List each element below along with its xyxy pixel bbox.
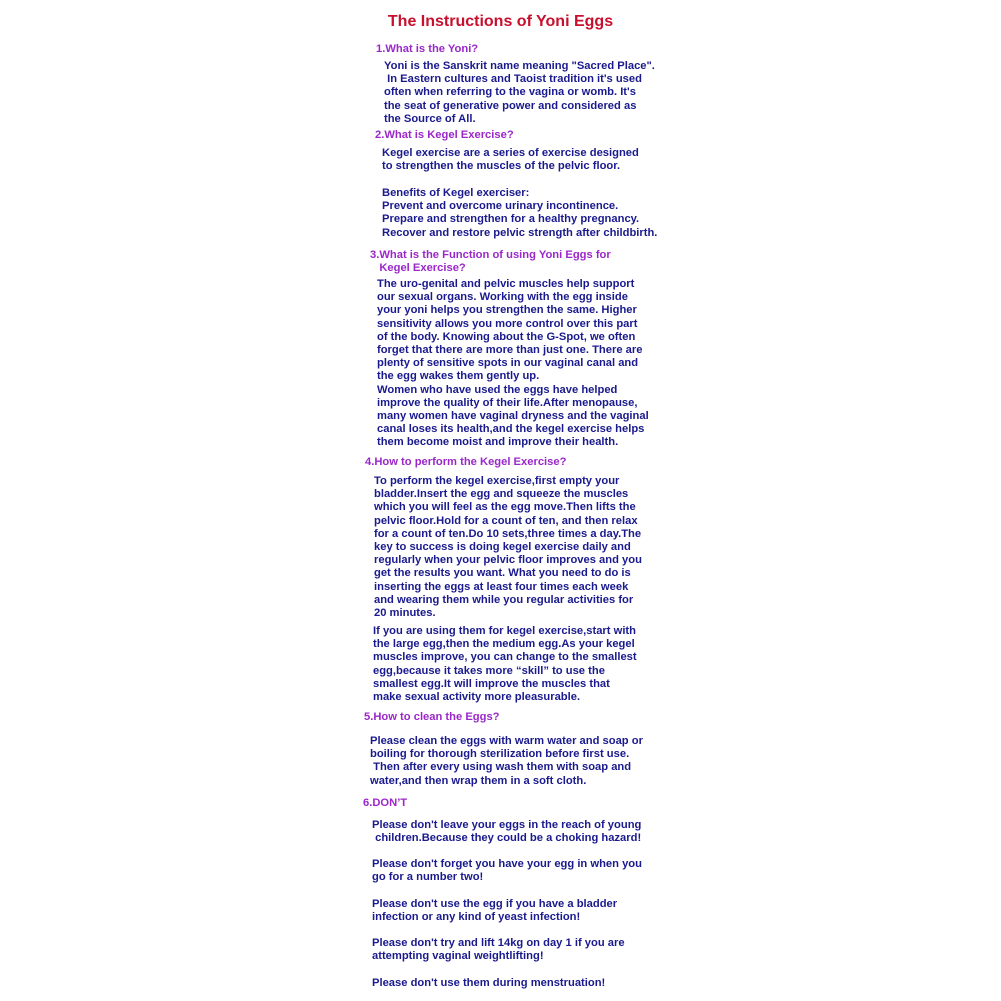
dont-item-3: Please don't use the egg if you have a bladder infection or any kind of yeast infection! [372,898,618,924]
question-4-answer-continued: If you are using them for kegel exercise,start with the large egg,then the medium egg.As your kegel muscles improve, you can change to the smallest egg,because it takes more “skill” to use the smallest egg.It will improve the muscles that make sexual activity more pleasurable. [373,625,637,704]
question-2-benefits: Benefits of Kegel exerciser: Prevent and overcome urinary incontinence. Prepare and strengthen for a healthy pregnancy. Recover and restore pelvic strength after childbirth. [382,187,658,239]
question-5-answer: Please clean the eggs with warm water and soap or boiling for thorough sterilization before first use. Then after every using wash them with soap and water,and then wrap them in a soft cloth. [370,735,643,787]
question-5-heading: 5.How to clean the Eggs? [364,711,500,723]
question-3-heading: 3.What is the Function of using Yoni Eggs for Kegel Exercise? [370,249,611,275]
question-2-heading: 2.What is Kegel Exercise? [375,129,514,141]
question-3-answer: The uro-genital and pelvic muscles help support our sexual organs. Working with the egg inside your yoni helps you strengthen the same. Higher sensitivity allows you more control over this part of the body. Knowing about the G-Spot, we often forget that there are more than just one. There are plenty of sensitive spots in our vaginal canal and the egg wakes them gently up. Women who have used the eggs have helped improve the quality of their life.After menopause, many women have vaginal dryness and the vaginal canal loses its health,and the kegel exercise helps them become moist and improve their health. [377,278,649,449]
question-1-heading: 1.What is the Yoni? [376,43,479,55]
question-2-answer: Kegel exercise are a series of exercise designed to strengthen the muscles of the pelvic floor. [382,147,639,173]
question-1-answer: Yoni is the Sanskrit name meaning "Sacred Place". In Eastern cultures and Taoist tradition it's used often when referring to the vagina or womb. It's the seat of generative power and considered as the Source of All. [384,60,655,125]
question-4-answer: To perform the kegel exercise,first empty your bladder.Insert the egg and squeeze the muscles which you will feel as the egg move.Then lifts the pelvic floor.Hold for a count of ten, and then relax for a count of ten.Do 10 sets,three times a day.The key to success is doing kegel exercise daily and regularly when your pelvic floor improves and you get the results you want. What you need to do is inserting the eggs at least four times each week and wearing them while you regular activities for 20 minutes. [374,475,642,620]
dont-item-1: Please don't leave your eggs in the reach of young children.Because they could be a choking hazard! [372,819,642,845]
question-6-heading: 6.DON’T [363,797,408,809]
question-4-heading: 4.How to perform the Kegel Exercise? [365,456,567,468]
dont-item-4: Please don't try and lift 14kg on day 1 if you are attempting vaginal weightlifting! [372,937,625,963]
dont-item-5: Please don't use them during menstruation! [372,977,606,989]
dont-item-2: Please don't forget you have your egg in when you go for a number two! [372,858,642,884]
page-title: The Instructions of Yoni Eggs [387,13,614,30]
